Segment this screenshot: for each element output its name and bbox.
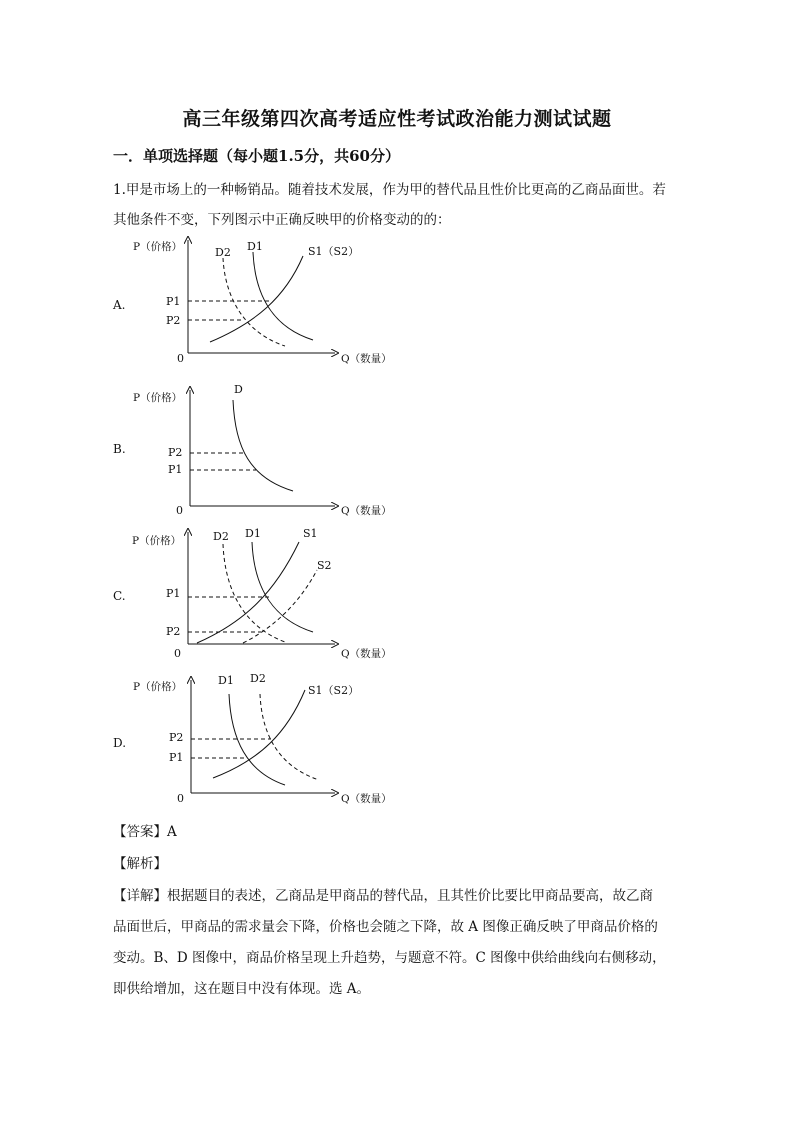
section-heading: 一．单项选择题（每小题1.5分，共60分） — [113, 147, 400, 165]
graph-d — [125, 668, 425, 813]
graph-c — [125, 522, 425, 667]
curve-label: D — [234, 383, 243, 396]
price-axis-label: P（价格） — [133, 681, 183, 693]
origin-label: 0 — [174, 647, 181, 660]
curve-label: S2 — [317, 559, 332, 572]
demand-curve-d — [233, 400, 293, 491]
price-axis-label: P（价格） — [132, 535, 182, 547]
quantity-axis-label: Q（数量） — [341, 648, 392, 660]
demand-curve-d2 — [223, 258, 285, 346]
price-label: P1 — [166, 587, 181, 600]
price-label: P2 — [169, 731, 184, 744]
graph-b — [125, 378, 425, 523]
curve-label: D1 — [247, 240, 263, 253]
option-c-label: C. — [113, 589, 126, 603]
price-label: P1 — [168, 463, 183, 476]
price-label: P2 — [166, 314, 181, 327]
curve-label: S1（S2） — [308, 684, 360, 697]
curve-label: D2 — [250, 672, 266, 685]
price-label: P1 — [166, 295, 181, 308]
demand-curve-d2 — [260, 694, 319, 780]
price-label: P2 — [166, 625, 181, 638]
option-d-label: D. — [113, 736, 127, 750]
analysis-line-4: 即供给增加，这在题目中没有体现。选 A。 — [113, 981, 371, 997]
curve-label: D1 — [218, 674, 234, 687]
price-axis-label: P（价格） — [133, 241, 183, 253]
quantity-axis-label: Q（数量） — [341, 793, 392, 805]
option-a-label: A. — [113, 298, 126, 312]
analysis-line-3: 变动。B、D 图像中，商品价格呈现上升趋势，与题意不符。C 图像中供给曲线向右侧移动， — [113, 950, 666, 966]
curve-label: S1（S2） — [308, 245, 360, 258]
curve-label: S1 — [303, 527, 318, 540]
price-label: P2 — [168, 446, 183, 459]
option-b-label: B. — [113, 442, 126, 456]
question-line-2: 其他条件不变，下列图示中正确反映甲的价格变动的的： — [113, 212, 451, 228]
price-axis-label: P（价格） — [133, 392, 183, 404]
origin-label: 0 — [176, 504, 183, 517]
analysis-line-2: 品面世后，甲商品的需求量会下降，价格也会随之下降，故 A 图像正确反映了甲商品价格的 — [113, 919, 658, 935]
analysis-heading: 【解析】 — [113, 856, 167, 872]
question-line-1: 1.甲是市场上的一种畅销品。随着技术发展，作为甲的替代品且性价比更高的乙商品面世。若 — [113, 182, 666, 198]
demand-curve-d1 — [253, 252, 313, 340]
answer: 【答案】A — [113, 824, 177, 840]
curve-label: D2 — [213, 530, 229, 543]
curve-label: D2 — [215, 246, 231, 259]
demand-curve-d1 — [252, 542, 313, 632]
curve-label: D1 — [245, 527, 261, 540]
page-title: 高三年级第四次高考适应性考试政治能力测试试题 — [182, 108, 612, 130]
supply-curve-s1 — [197, 542, 299, 643]
price-label: P1 — [169, 751, 184, 764]
quantity-axis-label: Q（数量） — [341, 353, 392, 365]
origin-label: 0 — [177, 792, 184, 805]
origin-label: 0 — [177, 352, 184, 365]
graph-a — [125, 228, 425, 373]
analysis-line-1: 【详解】根据题目的表述，乙商品是甲商品的替代品，且其性价比要比甲商品要高，故乙商 — [113, 888, 653, 904]
quantity-axis-label: Q（数量） — [341, 505, 392, 517]
